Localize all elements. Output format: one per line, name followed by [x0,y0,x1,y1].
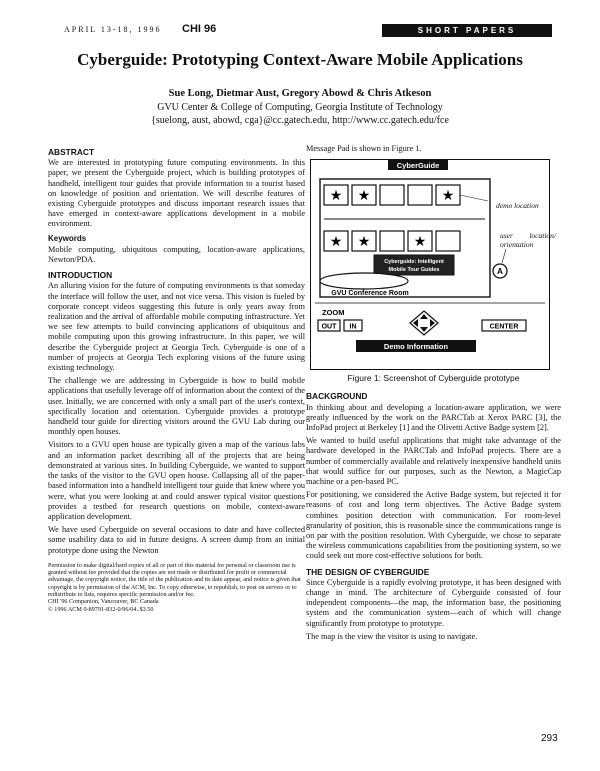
demo-information-label: Demo Information [383,342,449,352]
star-icon[interactable]: ★ [329,235,343,251]
right-column [306,144,561,645]
permission-text: Permission to make digital/hard copies of all or part of this material for personal or classroom use is granted without fee provided that the copies are not made or distributed for profit or commercial advantage, the copyright notice, the title of the publication and its date appear, and notice is given that copyright is by permission of the ACM, Inc. To copy otherwise, to republish, to post on servers or to redistribute to lists, requires specific permission and/or fee. [48,561,301,598]
zoom-label: ZOOM [322,308,345,318]
star-icon[interactable]: ★ [441,189,455,205]
permission-notice [48,562,305,613]
center-button-label: CENTER [489,323,519,331]
paper-title: Cyberguide: Prototyping Context-Aware Mobile Applications [77,50,523,69]
abstract-heading: ABSTRACT [48,147,95,157]
zoom-out-label: OUT [321,323,337,331]
author-emails: {suelong, aust, abowd, cga}@cc.gatech.edu, http://www.cc.gatech.edu/fce [151,115,449,126]
cyberguide-screenshot [310,159,560,370]
figure-caption: Figure 1: Screenshot of Cyberguide prototype [347,373,520,384]
intro-paragraph-1: An alluring vision for the future of computing environments is that someday the interface will follow the user, and not vice versa. This vision is fueled by corporate concept videos suggesting this future is only years away from realization and the arrival of affordable mobile computing infrastructure. Yet we see few attempts to build convincing applications of ubiquitous and mobile computing upon this growing infrastructure. In this paper, we will describe the Cyberguide project at Georgia Tech. Cyberguide is one of a number of projects at Georgia Tech exploring visions of the future using existing technology. [48,281,305,373]
background-paragraph-2: We wanted to build useful applications that might take advantage of the hardware developed in the PARCTab and InfoPad projects. There are a number of commercially available and relatively inexpensive handheld units that would suffice for our purposes, such as the Newton, a MagicCap machine or a pen-based PC. [306,436,561,487]
conference-room-table [320,273,408,289]
keywords-text: Mobile computing, ubiquitous computing, location-aware applications, Newton/PDA. [48,244,305,265]
left-column [48,142,305,613]
demo-location-row-top [324,185,460,205]
star-icon[interactable]: ★ [357,189,371,205]
figure-1 [310,159,560,370]
background-paragraph-1: In thinking about and developing a location-aware application, we were greatly influenced by the work on the PARCTab at Xerox PARC [3], the InfoPad project at Berkeley [1] and the Olivetti Active Badge system [2]. [306,402,561,433]
popup-line-2: Mobile Tour Guides [388,267,440,274]
design-paragraph-1: Since Cyberguide is a rapidly evolving prototype, it has been designed with change in mind. The architecture of Cyberguide consisted of four independent components—the map, the information base, the positioning system and the communication system—each of which will change significantly from prototype to prototype. [306,577,561,628]
design-heading: THE DESIGN OF CYBERGUIDE [306,566,430,577]
zoom-in-label: IN [349,323,357,331]
intro-paragraph-3: Visitors to a GVU open house are typically given a map of the various labs and an information packet describing all of the projects that are being demonstrated at various sites. In building Cyberguide, we wanted to support the tasks of the visitor to the GVU open house. Collapsing all of the paper-based information into a handheld intelligent tour guide that knew where you were, what you were looking at and could answer typical visitor questions provides a testbed for research questions on mobile, context-aware application development. [48,440,305,521]
star-icon[interactable]: ★ [413,235,427,251]
keywords-heading: Keywords [48,233,87,243]
abstract-text: We are interested in prototyping future computing environments. In this paper, we present the Cyberguide project, which is building prototypes of handheld, intelligent tour guides that provide information to a tourist based on knowledge of position and orientation. We will describe features of existing Cyberguide prototypes and discuss important research issues that have emerged in context-aware applications development in a mobile environment. [48,158,305,229]
popup-line-1: Cyberguide: Intelligent [384,259,444,266]
authors: Sue Long, Dietmar Aust, Gregory Abowd & Chris Atkeson [168,88,432,99]
background-paragraph-3: For positioning, we considered the Active Badge system, but rejected it for reasons of cost and long term objectives. The Active Badge system combines position detection with communication. For room-level granularity of position, this is reasonable since the communications range is on par with the position resolution. With Cyberguide, we chose to separate the wireless communications capabilities from the positioning system, so we could seek out more cost-effective solutions for both. [306,490,561,561]
running-header [64,24,550,38]
demo-location-row-middle [324,231,460,251]
figure-lead-text: Message Pad is shown in Figure 1. [306,144,422,153]
page-number: 293 [541,733,558,744]
background-heading: BACKGROUND [306,391,368,402]
star-icon[interactable]: ★ [357,235,371,251]
room-label: GVU Conference Room [331,290,409,298]
star-icon[interactable]: ★ [329,189,343,205]
header-date: APRIL 13-18, 1996 [64,25,162,34]
user-marker-letter: A [497,267,503,277]
user-location-annotation: user location/ orientation [500,231,556,250]
title-tab-label: CyberGuide [396,161,440,171]
venue-line: CHI '96 Companion, Vancouver, BC Canada [48,598,159,606]
intro-paragraph-4: We have used Cyberguide on several occasions to date and have collected some usability data to aid in future designs. A screen dump from an initial prototype done using the Newton [48,525,305,555]
demo-location-annotation: demo location [496,201,539,211]
header-conference: CHI 96 [182,23,217,35]
header-section-bar: SHORT PAPERS [382,24,552,37]
copyright-line: © 1996 ACM 0-89791-832-0/96/04..$3.50 [48,605,154,613]
affiliation: GVU Center & College of Computing, Georgia Institute of Technology [157,102,443,113]
design-paragraph-2: The map is the view the visitor is using to navigate. [306,631,478,641]
introduction-heading: INTRODUCTION [48,270,113,281]
intro-paragraph-2: The challenge we are addressing in Cyberguide is how to build mobile applications that usefully leverage off of information about the context of the user. Initially, we are concerned with only a small part of the user's context, specifically location and orientation. Cyberguide provides a prototype handheld tour guide for directing visitors around the GVU Lab during our monthly open houses. [48,376,305,437]
